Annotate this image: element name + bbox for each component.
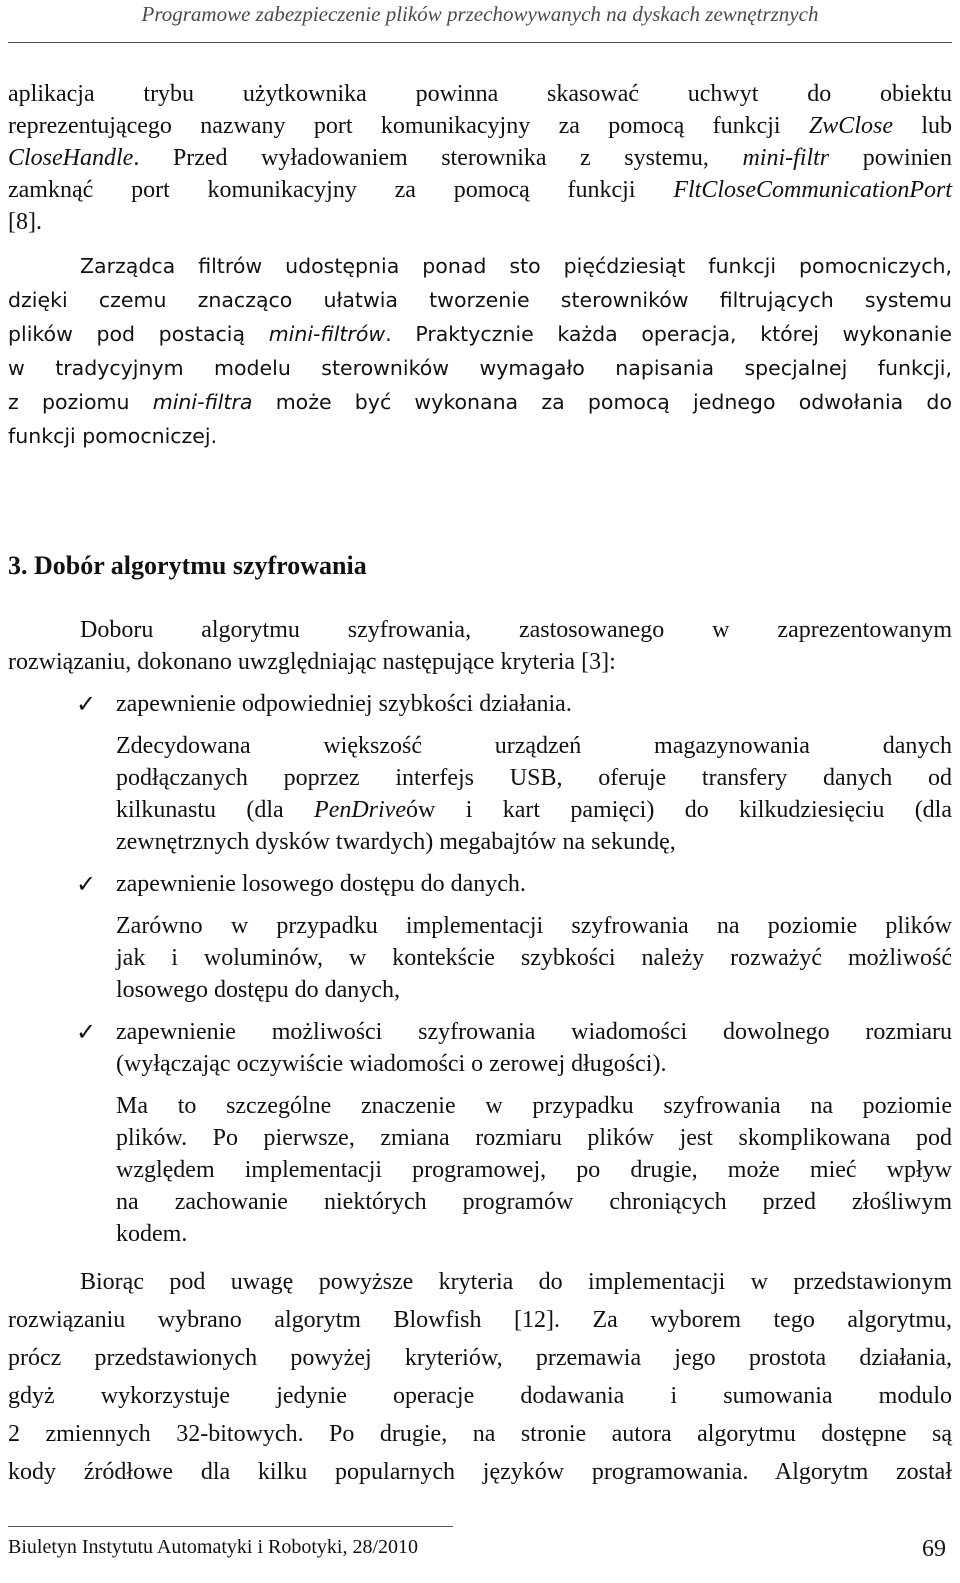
p2-line-3-text: plików pod postacią bbox=[8, 322, 246, 346]
criterion-3-title-line-2: (wyłączając oczywiście wiadomości o zerowej długości). bbox=[116, 1051, 667, 1077]
criterion-3-line-4: na zachowanie niektórych programów chroniących przed złośliwym bbox=[116, 1189, 952, 1215]
criterion-1-line-4: zewnętrznych dysków twardych) megabajtów na sekundę, bbox=[116, 829, 676, 855]
conclusion-line-3: prócz przedstawionych powyżej kryteriów, przemawia jego prostota działania, bbox=[8, 1345, 952, 1371]
check-icon: ✓ bbox=[76, 690, 97, 718]
p2-line-3 bbox=[8, 320, 952, 348]
section-heading bbox=[8, 551, 367, 581]
p1-line-4 bbox=[8, 176, 952, 204]
conclusion-line-5: 2 zmiennych 32-bitowych. Po drugie, na stronie autora algorytmu dostępne są bbox=[8, 1421, 952, 1447]
criterion-2-line-1: Zarówno w przypadku implementacji szyfrowania na poziomie plików bbox=[116, 913, 952, 939]
p1-line-3-text: . Przed wyładowaniem sterownika z systemu, bbox=[133, 145, 709, 171]
running-header: Programowe zabezpieczenie plików przechowywanych na dyskach zewnętrznych bbox=[141, 2, 819, 26]
p1-line-4-text: zamknąć port komunikacyjny za pomocą funkcji bbox=[8, 177, 636, 203]
p2-line-2: dzięki czemu znacząco ułatwia tworzenie sterowników filtrujących systemu bbox=[8, 288, 952, 312]
conclusion-line-4: gdyż wykorzystuje jedynie operacje dodawania i sumowania modulo bbox=[8, 1383, 952, 1409]
p1-line-3 bbox=[8, 144, 952, 172]
section-title: Dobór algorytmu szyfrowania bbox=[34, 551, 367, 580]
p2-line-5 bbox=[8, 388, 952, 416]
criterion-1-line-1: Zdecydowana większość urządzeń magazynowania danych bbox=[116, 733, 952, 759]
header-rule bbox=[8, 42, 952, 43]
criterion-1-title: zapewnienie odpowiedniej szybkości działania. bbox=[116, 691, 572, 717]
term-mini-filtra: mini-filtra bbox=[152, 390, 253, 414]
footer-rule bbox=[8, 1526, 453, 1527]
criterion-1-line-2: podłączanych poprzez interfejs USB, oferuje transfery danych od bbox=[116, 765, 952, 791]
p1-line-5: [8]. bbox=[8, 209, 42, 235]
criterion-3-line-1: Ma to szczególne znaczenie w przypadku szyfrowania na poziomie bbox=[116, 1093, 952, 1119]
fn-fltclosecommunicationport: FltCloseCommunicationPort bbox=[673, 177, 952, 203]
p2-line-1: Zarządca filtrów udostępnia ponad sto pięćdziesiąt funkcji pomocniczych, bbox=[80, 254, 952, 278]
p2-line-6: funkcji pomocniczej. bbox=[8, 424, 218, 448]
check-icon: ✓ bbox=[76, 1018, 97, 1046]
criterion-1-line-3-text: kilkunastu (dla bbox=[116, 797, 284, 823]
footer-journal: Biuletyn Instytutu Automatyki i Robotyki, 28/2010 bbox=[8, 1536, 419, 1558]
criterion-2-line-2: jak i woluminów, w kontekście szybkości należy rozważyć możliwość bbox=[116, 945, 952, 971]
criterion-3-line-5: kodem. bbox=[116, 1221, 188, 1247]
section-number: 3. bbox=[8, 551, 28, 580]
criterion-3-title-line-1: zapewnienie możliwości szyfrowania wiadomości dowolnego rozmiaru bbox=[116, 1019, 952, 1045]
criterion-1-line-3-end: ów i kart pamięci) do kilkudziesięciu (dla bbox=[406, 797, 952, 823]
p1-line-3-end: powinien bbox=[862, 145, 953, 171]
page-number: 69 bbox=[922, 1536, 946, 1562]
conclusion-line-6: kody źródłowe dla kilku popularnych języków programowania. Algorytm został bbox=[8, 1459, 952, 1485]
term-mini-filtr: mini-filtr bbox=[742, 145, 830, 171]
intro-line-2: rozwiązaniu, dokonano uwzględniając następujące kryteria [3]: bbox=[8, 649, 616, 675]
criterion-1-line-3 bbox=[116, 796, 952, 824]
intro-line-1: Doboru algorytmu szyfrowania, zastosowanego w zaprezentowanym bbox=[80, 617, 952, 643]
check-icon: ✓ bbox=[76, 870, 97, 898]
fn-zwclose: ZwClose bbox=[808, 113, 893, 139]
criterion-3-line-3: względem implementacji programowej, po drugie, może mieć wpływ bbox=[116, 1157, 952, 1183]
p1-line-2 bbox=[8, 112, 952, 140]
p2-line-4: w tradycyjnym modelu sterowników wymagało napisania specjalnej funkcji, bbox=[8, 356, 952, 380]
p1-line-2-text: reprezentującego nazwany port komunikacyjny za pomocą funkcji bbox=[8, 113, 781, 139]
criterion-3-line-2: plików. Po pierwsze, zmiana rozmiaru plików jest skomplikowana pod bbox=[116, 1125, 952, 1151]
fn-closehandle: CloseHandle bbox=[8, 145, 134, 171]
term-pendrive: PenDrive bbox=[314, 797, 406, 823]
p1-line-2-end: lub bbox=[921, 113, 953, 139]
p2-line-5-end: może być wykonana za pomocą jednego odwołania do bbox=[275, 390, 952, 414]
criterion-2-line-3: losowego dostępu do danych, bbox=[116, 977, 400, 1003]
conclusion-line-2: rozwiązaniu wybrano algorytm Blowfish [12]. Za wyborem tego algorytmu, bbox=[8, 1307, 952, 1333]
term-mini-filtrow: mini-filtrów bbox=[268, 322, 386, 346]
criterion-2-title: zapewnienie losowego dostępu do danych. bbox=[116, 871, 526, 897]
p1-line-1: aplikacja trybu użytkownika powinna skasować uchwyt do obiektu bbox=[8, 81, 952, 107]
p2-line-5-text: z poziomu bbox=[8, 390, 130, 414]
p2-line-3-end: . Praktycznie każda operacja, której wykonanie bbox=[385, 322, 952, 346]
conclusion-line-1: Biorąc pod uwagę powyższe kryteria do implementacji w przedstawionym bbox=[80, 1269, 952, 1295]
